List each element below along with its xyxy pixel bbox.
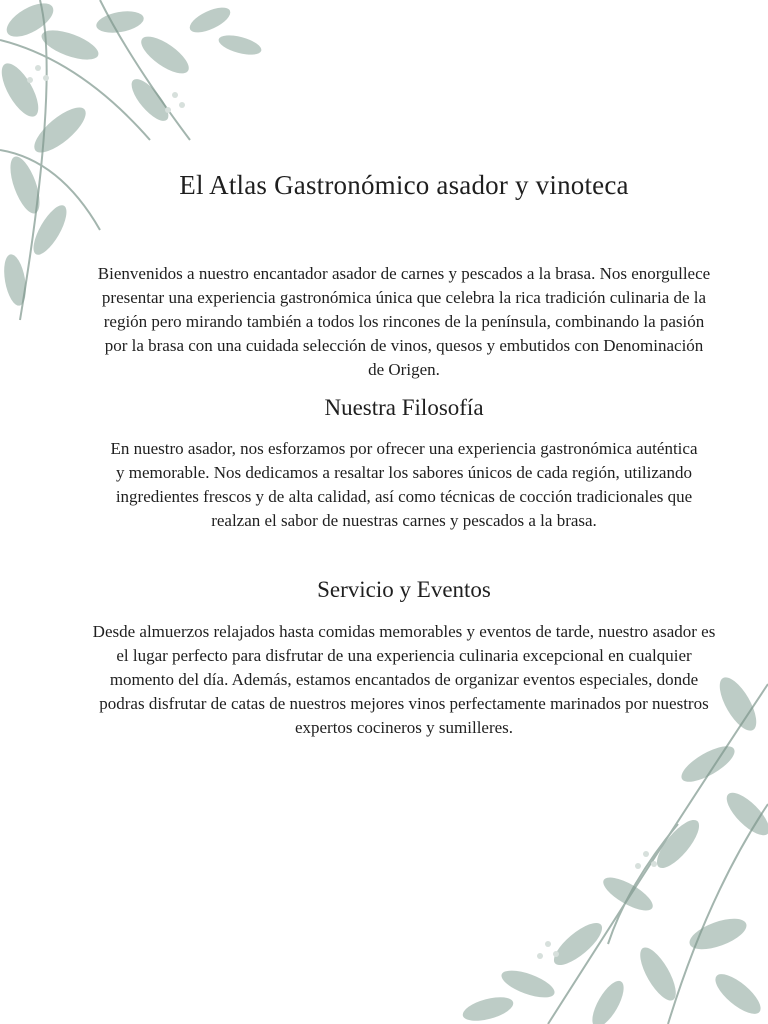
section-heading-filosofia: Nuestra Filosofía <box>324 395 484 420</box>
section-heading-servicio: Servicio y Eventos <box>317 577 491 602</box>
section-body-servicio: Desde almuerzos relajados hasta comidas memorables y eventos de tarde, nuestro asador es el lugar perfecto para disfrutar de una experiencia culinaria excepcional en cualquier momento del día. Además, estamos encantados de organizar eventos especiales, donde podras disfrutar de catas de nuestros mejores vinos perfectamente marinados por nuestros expertos cocineros y sumilleres. <box>92 622 716 737</box>
page-title: El Atlas Gastronómico asador y vinoteca <box>179 170 629 200</box>
intro-paragraph: Bienvenidos a nuestro encantador asador de carnes y pescados a la brasa. Nos enorgullece presentar una experiencia gastronómica única que celebra la rica tradición culinaria de la región pero mirando también a todos los rincones de la península, combinando la pasión por la brasa con una cuidada selección de vinos, quesos y embutidos con Denominación de Origen. <box>97 264 711 379</box>
section-body-filosofia: En nuestro asador, nos esforzamos por ofrecer una experiencia gastronómica auténtica y memorable. Nos dedicamos a resaltar los sabores únicos de cada región, utilizando ingredientes frescos y de alta calidad, así como técnicas de cocción tradicionales que realzan el sabor de nuestras carnes y pescados a la brasa. <box>110 439 698 530</box>
